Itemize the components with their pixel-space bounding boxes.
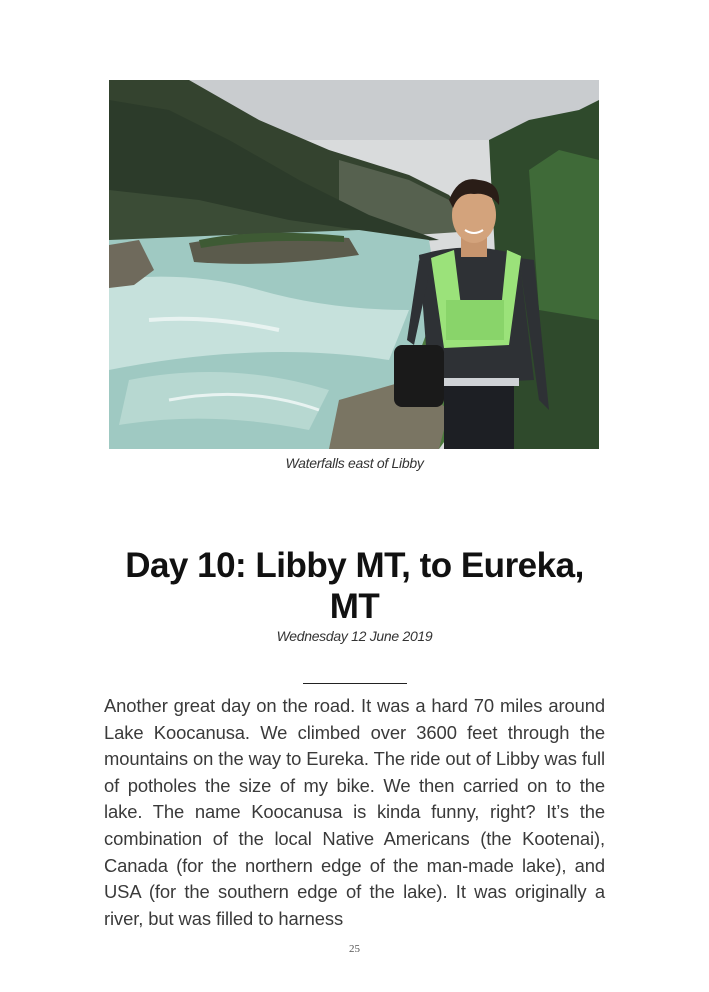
photo-image xyxy=(109,80,599,449)
page-number: 25 xyxy=(349,943,360,955)
chapter-date: Wednesday 12 June 2019 xyxy=(276,628,433,644)
chapter-title: Day 10: Libby MT, to Eureka, MT xyxy=(125,546,584,626)
photo-waterfalls xyxy=(109,80,599,449)
section-divider xyxy=(303,683,407,684)
body-paragraph: Another great day on the road. It was a hard 70 miles around Lake Koocanusa. We climbed over 3600 feet through the mountains on the way to Eureka. The ride out of Libby was full of potholes the size of my bike. We then carried on to the lake. The name Koocanusa is kinda funny, right? It’s the combination of the local Native Americans (the Kootenai), Canada (for the northern edge of the man-made lake), and USA (for the southern edge of the lake). It was originally a river, but was filled to harness xyxy=(104,695,605,929)
photo-caption: Waterfalls east of Libby xyxy=(285,455,424,471)
